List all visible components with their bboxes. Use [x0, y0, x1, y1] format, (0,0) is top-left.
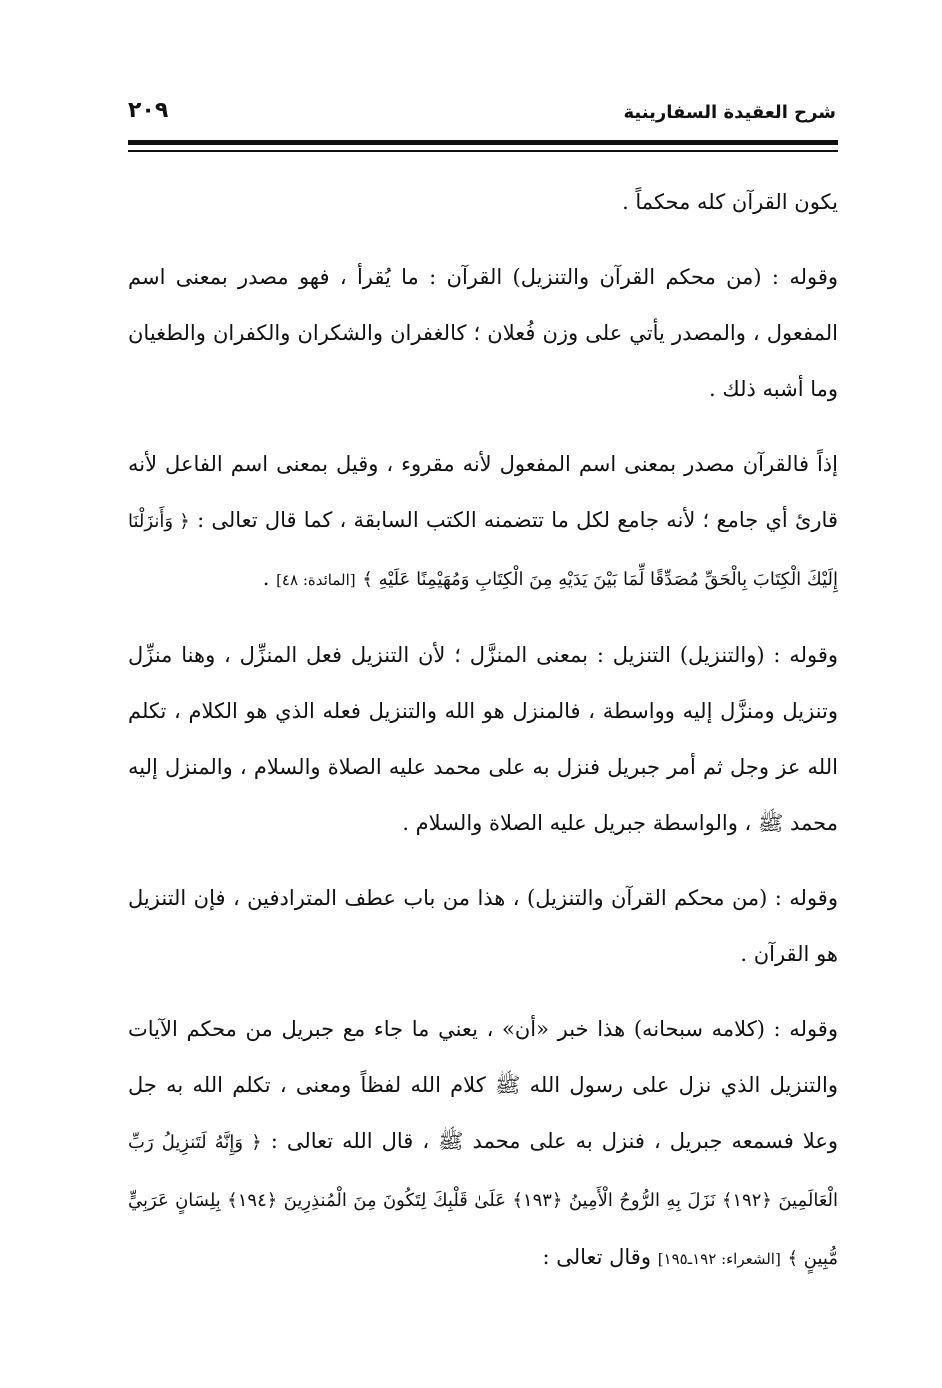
running-title: شرح العقيدة السفارينية — [623, 102, 836, 123]
paragraph-text: وقوله : (كلامه سبحانه) هذا خبر «أن» ، يعني ما جاء مع جبريل من محكم الآيات والتنزيل الذي نزل على رسول الله ﷺ كلام الله لفظاً ومعنى ، تكلم الله به جل وعلا فسمعه جبريل ، فنزل به على محمد ﷺ ، قال الله تعالى : — [128, 1017, 838, 1153]
paragraph-text-end: وقال تعالى : — [542, 1245, 651, 1269]
verse-reference: [المائدة: ٤٨] — [276, 571, 356, 589]
quran-verse: ﴿ وَإِنَّهُ لَتَنزِيلُ رَبِّ الْعَالَمِينَ ﴿١٩٢﴾ نَزَلَ بِهِ الرُّوحُ الْأَمِينُ ﴿١٩٣﴾ عَلَىٰ قَلْبِكَ لِتَكُونَ مِنَ الْمُنذِرِينَ ﴿١٩٤﴾ بِلِسَانٍ عَرَبِيٍّ مُّبِينٍ ﴾ — [128, 1132, 839, 1269]
quran-verse: ﴿ وَأَنزَلْنَا إِلَيْكَ الْكِتَابَ بِالْحَقِّ مُصَدِّقًا لِّمَا بَيْنَ يَدَيْهِ مِنَ الْكِتَابِ وَمُهَيْمِنًا عَلَيْهِ ﴾ — [128, 511, 838, 590]
paragraph-1 — [128, 174, 838, 230]
verse-reference: [الشعراء: ١٩٢ـ١٩٥] — [657, 1250, 781, 1268]
paragraph-text: وقوله : (من محكم القرآن والتنزيل) القرآن : ما يُقرأ ، فهو مصدر بمعنى اسم المفعول ، والمصدر يأتي على وزن فُعلان ؛ كالغفران والشكران والكفران والطغيان وما أشبه ذلك . — [128, 265, 838, 401]
header-rule-thick — [128, 140, 838, 145]
page-header — [128, 96, 836, 132]
paragraph-text-end: . — [262, 566, 270, 590]
header-rule-thin — [128, 150, 838, 152]
body-text — [128, 174, 838, 1306]
paragraph-4 — [128, 627, 838, 851]
paragraph-6 — [128, 1001, 838, 1287]
paragraph-text: يكون القرآن كله محكماً . — [622, 190, 838, 214]
page-number: ٢٠٩ — [128, 98, 169, 123]
paragraph-3 — [128, 436, 838, 608]
paragraph-2 — [128, 249, 838, 417]
paragraph-text: إذاً فالقرآن مصدر بمعنى اسم المفعول لأنه مقروء ، وقيل بمعنى اسم الفاعل لأنه قارئ أي جامع ؛ لأنه جامع لكل ما تتضمنه الكتب السابقة ، كما قال تعالى : — [128, 452, 838, 532]
paragraph-text: وقوله : (من محكم القرآن والتنزيل) ، هذا من باب عطف المترادفين ، فإن التنزيل هو القرآن . — [128, 886, 838, 966]
paragraph-5 — [128, 870, 838, 982]
paragraph-text: وقوله : (والتنزيل) التنزيل : بمعنى المنزَّل ؛ لأن التنزيل فعل المنزِّل ، وهنا منزِّل وتنزيل ومنزَّل إليه وواسطة ، فالمنزل هو الله والتنزيل فعله الذي هو الكلام ، تكلم الله عز وجل ثم أمر جبريل فنزل به على محمد عليه الصلاة والسلام ، والمنزل إليه محمد ﷺ ، والواسطة جبريل عليه الصلاة والسلام . — [128, 643, 838, 835]
